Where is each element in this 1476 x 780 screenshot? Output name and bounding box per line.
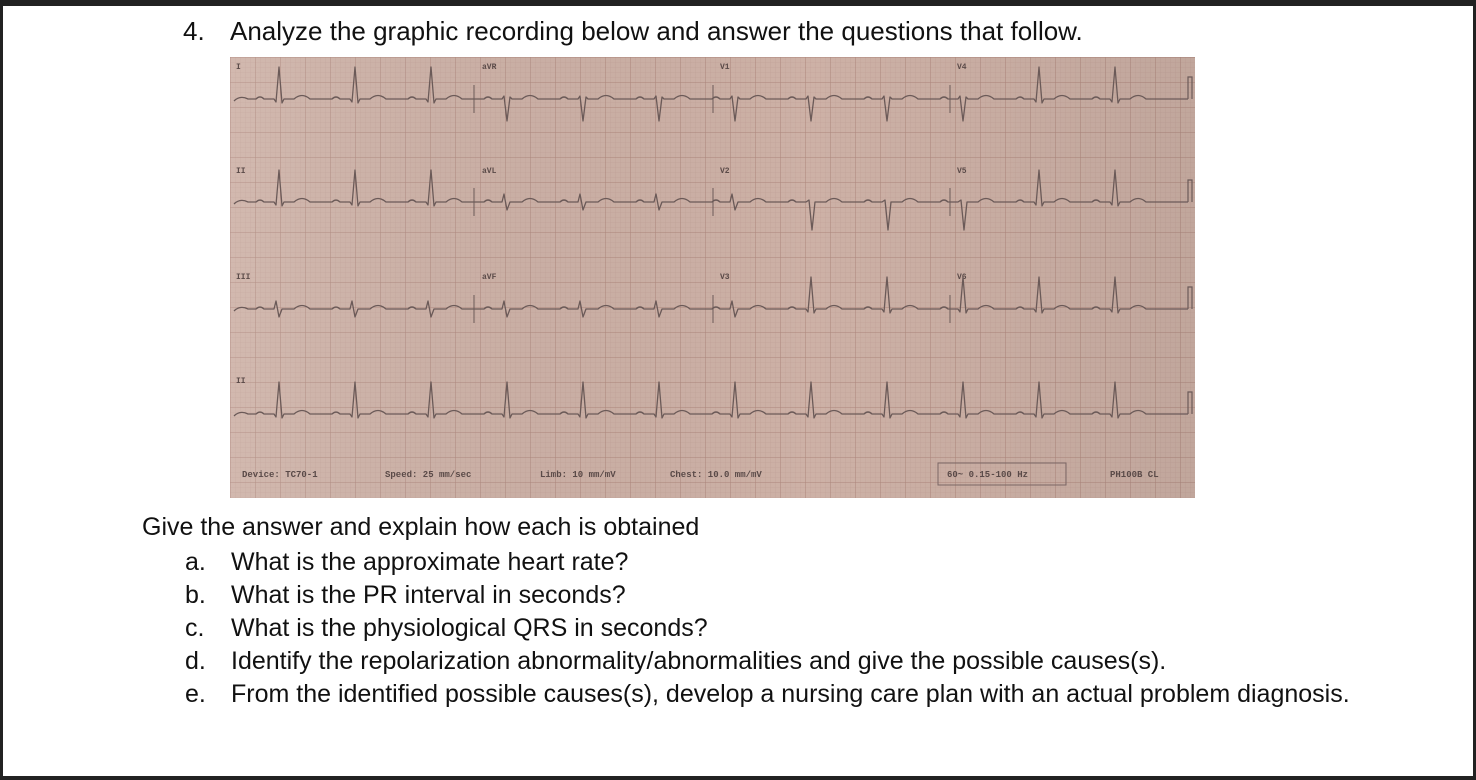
lead-label: II [236, 377, 246, 386]
lead-label: aVR [482, 63, 497, 72]
footer-limb: Limb: 10 mm/mV [540, 470, 616, 480]
sub-question-letter: e. [185, 680, 206, 708]
footer-filter: 60~ 0.15-100 Hz [947, 470, 1029, 480]
bottom-border [0, 776, 1476, 780]
lead-label: V4 [957, 63, 967, 72]
left-border [0, 0, 3, 780]
sub-question-list [185, 546, 1415, 711]
sub-question-d [185, 645, 1415, 678]
question-heading [183, 16, 1083, 47]
sub-question-letter: b. [185, 581, 206, 609]
footer-speed: Speed: 25 mm/sec [385, 470, 472, 480]
lead-label: I [236, 63, 241, 72]
sub-question-e [185, 678, 1415, 711]
lead-label: III [236, 273, 251, 282]
lead-label: V3 [720, 273, 730, 282]
sub-question-text: Identify the repolarization abnormality/abnormalities and give the possible causes(s). [231, 647, 1167, 675]
lead-label: V2 [720, 167, 730, 176]
lead-label: aVF [482, 273, 497, 282]
sub-question-text: What is the approximate heart rate? [231, 548, 629, 576]
lead-label: V5 [957, 167, 967, 176]
instruction-text: Give the answer and explain how each is obtained [142, 513, 700, 541]
footer-device: Device: TC70-1 [242, 470, 318, 480]
sub-question-text: What is the PR interval in seconds? [231, 581, 626, 609]
sub-question-text: What is the physiological QRS in seconds? [231, 614, 708, 642]
sub-question-b [185, 579, 1415, 612]
ecg-recording-image [230, 57, 1195, 498]
lead-label: V6 [957, 273, 967, 282]
question-text: Analyze the graphic recording below and answer the questions that follow. [230, 16, 1083, 46]
footer-model: PH100B CL [1110, 470, 1159, 480]
question-number: 4. [183, 16, 205, 46]
sub-question-letter: d. [185, 647, 206, 675]
sub-question-c [185, 612, 1415, 645]
sub-question-letter: c. [185, 614, 205, 642]
top-border [0, 0, 1476, 6]
sub-question-text: From the identified possible causes(s), develop a nursing care plan with an actual problem diagnosis. [231, 680, 1350, 708]
lead-label: II [236, 167, 246, 176]
sub-question-letter: a. [185, 548, 206, 576]
footer-chest: Chest: 10.0 mm/mV [670, 470, 762, 480]
lead-label: aVL [482, 167, 497, 176]
lead-label: V1 [720, 63, 730, 72]
sub-question-a [185, 546, 1415, 579]
